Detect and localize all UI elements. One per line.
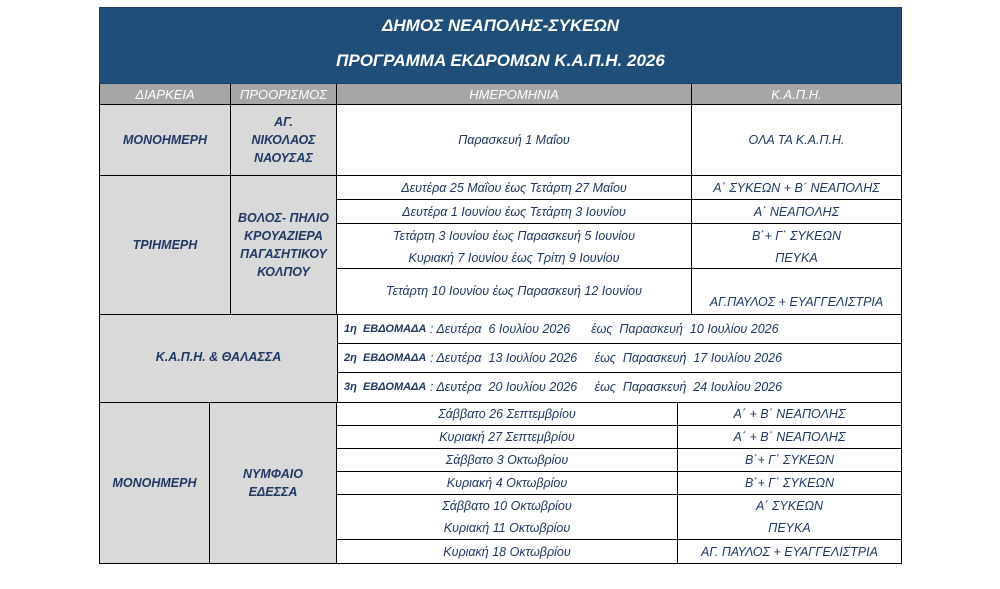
date-cell: Κυριακή 4 Οκτωβρίου [337, 472, 677, 495]
kapi-cell: Β΄+ Γ΄ ΣΥΚΕΩΝ [678, 449, 901, 472]
kapi-cell: Α΄ ΝΕΑΠΟΛΗΣ [692, 200, 901, 224]
kapi-cell: Α΄ ΣΥΚΕΩΝ + Β΄ ΝΕΑΠΟΛΗΣ [692, 176, 901, 200]
week-row [338, 373, 901, 401]
header-destination: ΠΡΟΟΡΙΣΜΟΣ [231, 84, 337, 105]
municipality-title: ΔΗΜΟΣ ΝΕΑΠΟΛΗΣ-ΣΥΚΕΩΝ [381, 16, 619, 35]
date-cell: Κυριακή 27 Σεπτεμβρίου [337, 426, 677, 449]
week-dates: : Δευτέρα 6 Ιουλίου 2026 έως Παρασκευή 10 Ιουλίου 2026 [426, 322, 779, 336]
dates-column [337, 403, 678, 563]
duration-cell: ΤΡΙΗΜΕΡΗ [100, 176, 231, 314]
week-label: 3η ΕΒΔΟΜΑΔΑ [344, 381, 427, 393]
kapi-cell: Α΄ ΣΥΚΕΩΝ [755, 499, 824, 513]
title-banner [99, 7, 902, 84]
date-cell: Σάββατο 26 Σεπτεμβρίου [337, 403, 677, 426]
week-label: 2η ΕΒΔΟΜΑΔΑ [344, 352, 427, 364]
kapi-cell: ΑΓ. ΠΑΥΛΟΣ + ΕΥΑΓΓΕΛΙΣΤΡΙΑ [701, 544, 878, 559]
kapi-cell: Α΄ + Β΄ ΝΕΑΠΟΛΗΣ [678, 426, 901, 449]
date-cell: Σάββατο 3 Οκτωβρίου [337, 449, 677, 472]
date-cell: Δευτέρα 1 Ιουνίου έως Τετάρτη 3 Ιουνίου [337, 200, 691, 224]
kapi-cell: ΠΕΥΚΑ [678, 517, 901, 540]
destination-cell: ΒΟΛΟΣ- ΠΗΛΙΟ ΚΡΟΥΑΖΙΕΡΑ ΠΑΓΑΣΗΤΙΚΟΥ ΚΟΛΠΟΥ [231, 176, 337, 314]
destination-cell: ΝΥΜΦΑΙΟ ΕΔΕΣΣΑ [210, 403, 337, 563]
duration-cell: ΜΟΝΟΗΜΕΡΗ [100, 403, 210, 563]
kapi-cell: ΠΕΥΚΑ [692, 247, 901, 269]
week-label: 1η ΕΒΔΟΜΑΔΑ [344, 323, 427, 335]
schedule-table [99, 7, 902, 564]
dates-column [337, 176, 692, 314]
week-dates: : Δευτέρα 20 Ιουλίου 2026 έως Παρασκευή 24 Ιουλίου 2026 [426, 380, 783, 394]
week-row [338, 344, 901, 373]
kapi-cell: Β΄+ Γ΄ ΣΥΚΕΩΝ [678, 472, 901, 495]
kapi-cell: ΟΛΑ ΤΑ Κ.Α.Π.Η. [692, 105, 902, 175]
week-dates: : Δευτέρα 13 Ιουλίου 2026 έως Παρασκευή 17 Ιουλίου 2026 [426, 351, 783, 365]
weeks-column [338, 315, 902, 402]
column-headers [99, 84, 902, 105]
kapi-cell: ΑΓ.ΠΑΥΛΟΣ + ΕΥΑΓΓΕΛΙΣΤΡΙΑ [709, 295, 884, 309]
kapi-cell: Α΄ + Β΄ ΝΕΑΠΟΛΗΣ [678, 403, 901, 426]
date-cell: Τετάρτη 10 Ιουνίου έως Παρασκευή 12 Ιουνίου [386, 284, 642, 298]
program-title: ΠΡΟΓΡΑΜΜΑ ΕΚΔΡΟΜΩΝ Κ.Α.Π.Η. 2026 [336, 51, 665, 70]
duration-cell: ΜΟΝΟΗΜΕΡΗ [100, 105, 231, 175]
week-row [338, 315, 901, 344]
date-cell: Παρασκευή 1 Μαΐου [337, 105, 692, 175]
kapi-cell: Β΄+ Γ΄ ΣΥΚΕΩΝ [751, 228, 842, 243]
date-cell: Σάββατο 10 Οκτωβρίου [442, 499, 572, 513]
date-cell: Κυριακή 11 Οκτωβρίου [337, 517, 677, 540]
section-kapi-sea [99, 315, 902, 403]
kapi-column [678, 403, 902, 563]
section-three-day-volos [99, 176, 902, 315]
header-kapi: Κ.Α.Π.Η. [692, 84, 902, 105]
date-cell: Τετάρτη 3 Ιουνίου έως Παρασκευή 5 Ιουνίου [392, 228, 636, 243]
date-cell: Κυριακή 7 Ιουνίου έως Τρίτη 9 Ιουνίου [337, 247, 691, 269]
header-date: ΗΜΕΡΟΜΗΝΙΑ [337, 84, 692, 105]
destination-cell: ΑΓ. ΝΙΚΟΛΑΟΣ ΝΑΟΥΣΑΣ [231, 105, 337, 175]
header-duration: ΔΙΑΡΚΕΙΑ [100, 84, 231, 105]
section-one-day-agios-nikolaos [99, 105, 902, 176]
kapi-column [692, 176, 902, 314]
section-one-day-nymfaio [99, 403, 902, 564]
date-cell: Δευτέρα 25 Μαΐου έως Τετάρτη 27 Μαΐου [337, 176, 691, 200]
kapi-sea-label: Κ.Α.Π.Η. & ΘΑΛΑΣΣΑ [100, 315, 338, 402]
date-cell: Κυριακή 18 Οκτωβρίου [443, 544, 571, 559]
